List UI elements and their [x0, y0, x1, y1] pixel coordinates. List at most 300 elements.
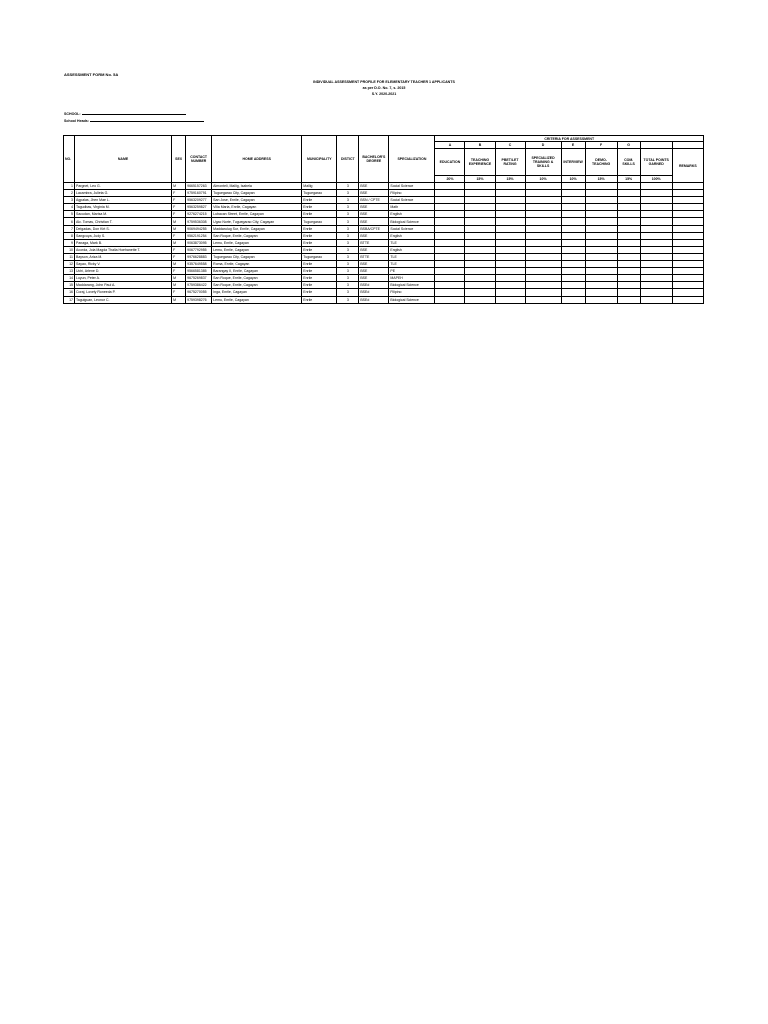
cell-interview[interactable] — [561, 282, 585, 289]
cell-specialization: Biological Science — [389, 296, 435, 303]
cell-education[interactable] — [435, 261, 465, 268]
cell-demo-teaching[interactable] — [585, 253, 617, 260]
cell-specialized-training[interactable] — [525, 289, 561, 296]
cell-pbet-let-rating[interactable] — [495, 183, 525, 190]
cell-demo-teaching[interactable] — [585, 296, 617, 303]
cell-district: 3 — [337, 211, 359, 218]
cell-interview[interactable] — [561, 268, 585, 275]
criteria-weight: 15% — [495, 176, 525, 183]
cell-pbet-let-rating[interactable] — [495, 218, 525, 225]
cell-com-skills[interactable] — [617, 218, 640, 225]
cell-total-points[interactable] — [640, 232, 672, 239]
cell-demo-teaching[interactable] — [585, 218, 617, 225]
cell-demo-teaching[interactable] — [585, 197, 617, 204]
cell-demo-teaching[interactable] — [585, 282, 617, 289]
criteria-label: EDUCATION — [435, 149, 465, 176]
criteria-weight: 15% — [617, 176, 640, 183]
cell-municipality: Mallig — [302, 183, 337, 190]
cell-interview[interactable] — [561, 253, 585, 260]
cell-district: 3 — [337, 253, 359, 260]
cell-sex: M — [172, 282, 186, 289]
cell-com-skills[interactable] — [617, 197, 640, 204]
table-row — [64, 289, 704, 296]
cell-total-points[interactable] — [640, 275, 672, 282]
cell-education[interactable] — [435, 253, 465, 260]
cell-district: 3 — [337, 261, 359, 268]
criteria-label: SPECIALIZED TRAINING & SKILLS — [525, 149, 561, 176]
cell-address: Tuguegarao City, Cagayan — [212, 190, 302, 197]
cell-demo-teaching[interactable] — [585, 204, 617, 211]
cell-municipality: Enrile — [302, 275, 337, 282]
cell-remarks[interactable] — [672, 211, 703, 218]
cell-degree: BSE — [359, 218, 389, 225]
cell-name: Luyun, Peter A. — [75, 275, 172, 282]
cell-sex: F — [172, 268, 186, 275]
cell-interview[interactable] — [561, 232, 585, 239]
cell-address: Barangay II, Enrile, Cagayan — [212, 268, 302, 275]
cell-teaching-experience[interactable] — [465, 232, 495, 239]
cell-address: Roma, Enrile, Cagayan — [212, 261, 302, 268]
cell-pbet-let-rating[interactable] — [495, 289, 525, 296]
cell-specialization: English — [389, 232, 435, 239]
cell-address: Maddarulug Sur, Enrile, Cagayan — [212, 225, 302, 232]
cell-specialization: TLE — [389, 253, 435, 260]
criteria-letter: D — [525, 142, 561, 149]
cell-pbet-let-rating[interactable] — [495, 211, 525, 218]
cell-com-skills[interactable] — [617, 225, 640, 232]
cell-teaching-experience[interactable] — [465, 239, 495, 246]
cell-remarks[interactable] — [672, 261, 703, 268]
cell-sex: F — [172, 204, 186, 211]
cell-contact: 9563209277 — [186, 197, 212, 204]
cell-district: 3 — [337, 289, 359, 296]
document-reference: as per D.O. No. 7, s. 2015 — [362, 86, 406, 91]
cell-name: Uchi, Arlene D. — [75, 268, 172, 275]
column-sex: SEX — [172, 136, 186, 183]
cell-municipality: Enrile — [302, 261, 337, 268]
cell-degree: BSE — [359, 268, 389, 275]
cell-municipality: Enrile — [302, 232, 337, 239]
cell-teaching-experience[interactable] — [465, 218, 495, 225]
cell-address: Lemu, Enrile, Cagayan — [212, 296, 302, 303]
cell-contact: 9566581385 — [186, 268, 212, 275]
cell-no: 16 — [64, 289, 75, 296]
cell-interview[interactable] — [561, 239, 585, 246]
column-municipality: MUNICIPALITY — [302, 136, 337, 183]
table-row — [64, 211, 704, 218]
cell-contact: 9759160791 — [186, 190, 212, 197]
cell-remarks[interactable] — [672, 232, 703, 239]
cell-specialized-training[interactable] — [525, 225, 561, 232]
cell-district: 3 — [337, 190, 359, 197]
cell-municipality: Tuguegarao — [302, 190, 337, 197]
cell-teaching-experience[interactable] — [465, 261, 495, 268]
cell-no: 8 — [64, 232, 75, 239]
cell-education[interactable] — [435, 190, 465, 197]
cell-interview[interactable] — [561, 289, 585, 296]
cell-teaching-experience[interactable] — [465, 268, 495, 275]
cell-no: 4 — [64, 204, 75, 211]
cell-specialization: TLE — [389, 261, 435, 268]
cell-demo-teaching[interactable] — [585, 246, 617, 253]
cell-name: Sangcuya, Judy S. — [75, 232, 172, 239]
cell-remarks[interactable] — [672, 197, 703, 204]
cell-com-skills[interactable] — [617, 204, 640, 211]
cell-specialized-training[interactable] — [525, 275, 561, 282]
cell-district: 3 — [337, 218, 359, 225]
cell-interview[interactable] — [561, 190, 585, 197]
cell-interview[interactable] — [561, 296, 585, 303]
cell-com-skills[interactable] — [617, 282, 640, 289]
cell-teaching-experience[interactable] — [465, 211, 495, 218]
cell-specialized-training[interactable] — [525, 246, 561, 253]
criteria-letter: E — [561, 142, 585, 149]
cell-specialization: MAPEH — [389, 275, 435, 282]
cell-pbet-let-rating[interactable] — [495, 268, 525, 275]
cell-address: Lemu, Enrile, Cagayan — [212, 239, 302, 246]
cell-interview[interactable] — [561, 218, 585, 225]
cell-municipality: Enrile — [302, 296, 337, 303]
cell-education[interactable] — [435, 239, 465, 246]
cell-name: Bayson, Ariza M. — [75, 253, 172, 260]
cell-specialized-training[interactable] — [525, 218, 561, 225]
cell-contact: 9063873095 — [186, 239, 212, 246]
cell-contact: 9675270055 — [186, 289, 212, 296]
cell-remarks[interactable] — [672, 275, 703, 282]
cell-com-skills[interactable] — [617, 296, 640, 303]
cell-education[interactable] — [435, 296, 465, 303]
cell-degree: BSE — [359, 211, 389, 218]
cell-contact: 9759386422 — [186, 282, 212, 289]
cell-remarks[interactable] — [672, 225, 703, 232]
cell-no: 11 — [64, 253, 75, 260]
cell-degree: BSE — [359, 275, 389, 282]
cell-com-skills[interactable] — [617, 246, 640, 253]
cell-com-skills[interactable] — [617, 253, 640, 260]
cell-municipality: Enrile — [302, 197, 337, 204]
cell-district: 3 — [337, 183, 359, 190]
cell-com-skills[interactable] — [617, 239, 640, 246]
cell-municipality: Enrile — [302, 268, 337, 275]
cell-municipality: Enrile — [302, 225, 337, 232]
cell-specialization: Social Science — [389, 225, 435, 232]
cell-teaching-experience[interactable] — [465, 183, 495, 190]
criteria-label: PBET/LET RATING — [495, 149, 525, 176]
cell-interview[interactable] — [561, 183, 585, 190]
cell-name: Acorda, Joia Magda Thalia Hoehanette T. — [75, 246, 172, 253]
cell-municipality: Enrile — [302, 239, 337, 246]
cell-specialized-training[interactable] — [525, 197, 561, 204]
cell-com-skills[interactable] — [617, 190, 640, 197]
cell-sex: F — [172, 190, 186, 197]
cell-remarks[interactable] — [672, 268, 703, 275]
cell-education[interactable] — [435, 232, 465, 239]
column-address: HOME ADDRESS — [212, 136, 302, 183]
criteria-letter: A — [435, 142, 465, 149]
cell-district: 3 — [337, 268, 359, 275]
cell-specialization: Filipino — [389, 289, 435, 296]
cell-contact: 9759398276 — [186, 296, 212, 303]
cell-teaching-experience[interactable] — [465, 225, 495, 232]
cell-district: 3 — [337, 197, 359, 204]
cell-total-points[interactable] — [640, 204, 672, 211]
cell-demo-teaching[interactable] — [585, 289, 617, 296]
cell-pbet-let-rating[interactable] — [495, 239, 525, 246]
cell-contact: 9665157263 — [186, 183, 212, 190]
cell-degree: BSE — [359, 204, 389, 211]
criteria-weight: 10% — [525, 176, 561, 183]
cell-total-points[interactable] — [640, 239, 672, 246]
cell-com-skills[interactable] — [617, 232, 640, 239]
cell-demo-teaching[interactable] — [585, 275, 617, 282]
table-row — [64, 232, 704, 239]
cell-contact: 9562191254 — [186, 232, 212, 239]
cell-no: 3 — [64, 197, 75, 204]
cell-contact: 9276274215 — [186, 211, 212, 218]
cell-specialization: TLE — [389, 239, 435, 246]
criteria-letter: B — [465, 142, 495, 149]
cell-sex: F — [172, 246, 186, 253]
cell-specialization: English — [389, 211, 435, 218]
cell-name: Tagudbas, Virginia M. — [75, 204, 172, 211]
table-row — [64, 183, 704, 190]
cell-no: 6 — [64, 218, 75, 225]
cell-contact: 9675269837 — [186, 275, 212, 282]
table-row — [64, 218, 704, 225]
cell-interview[interactable] — [561, 211, 585, 218]
cell-total-points[interactable] — [640, 183, 672, 190]
cell-remarks[interactable] — [672, 183, 703, 190]
cell-total-points[interactable] — [640, 268, 672, 275]
cell-teaching-experience[interactable] — [465, 190, 495, 197]
cell-remarks[interactable] — [672, 253, 703, 260]
table-row — [64, 239, 704, 246]
cell-pbet-let-rating[interactable] — [495, 296, 525, 303]
cell-demo-teaching[interactable] — [585, 239, 617, 246]
cell-remarks[interactable] — [672, 204, 703, 211]
cell-district: 3 — [337, 275, 359, 282]
school-blank-line[interactable] — [82, 111, 186, 115]
cell-remarks[interactable] — [672, 296, 703, 303]
table-row — [64, 275, 704, 282]
cell-demo-teaching[interactable] — [585, 225, 617, 232]
cell-specialized-training[interactable] — [525, 183, 561, 190]
cell-address: San Roque, Enrile, Cagayan — [212, 275, 302, 282]
cell-com-skills[interactable] — [617, 289, 640, 296]
cell-total-points[interactable] — [640, 282, 672, 289]
cell-education[interactable] — [435, 204, 465, 211]
cell-specialized-training[interactable] — [525, 296, 561, 303]
cell-demo-teaching[interactable] — [585, 232, 617, 239]
cell-education[interactable] — [435, 197, 465, 204]
cell-address: Villa Maria, Enrile, Cagayan — [212, 204, 302, 211]
cell-specialized-training[interactable] — [525, 239, 561, 246]
cell-total-points[interactable] — [640, 197, 672, 204]
cell-pbet-let-rating[interactable] — [495, 253, 525, 260]
table-row — [64, 246, 704, 253]
cell-name: Pargnet, Leo G. — [75, 183, 172, 190]
cell-interview[interactable] — [561, 204, 585, 211]
cell-com-skills[interactable] — [617, 268, 640, 275]
table-row — [64, 268, 704, 275]
cell-name: Delgadas, Don Kirt S. — [75, 225, 172, 232]
title-block — [0, 79, 768, 98]
cell-education[interactable] — [435, 246, 465, 253]
cell-district: 3 — [337, 204, 359, 211]
cell-pbet-let-rating[interactable] — [495, 197, 525, 204]
criteria-letter: C — [495, 142, 525, 149]
cell-name: Taguiguan, Leonor C. — [75, 296, 172, 303]
column-specialization: SPECIALIZATION — [389, 136, 435, 183]
cell-sex: F — [172, 197, 186, 204]
cell-com-skills[interactable] — [617, 275, 640, 282]
cell-teaching-experience[interactable] — [465, 275, 495, 282]
cell-specialization: Biological Science — [389, 282, 435, 289]
criteria-letter: F — [585, 142, 617, 149]
cell-remarks[interactable] — [672, 246, 703, 253]
cell-education[interactable] — [435, 289, 465, 296]
cell-degree: BSE — [359, 190, 389, 197]
table-row — [64, 296, 704, 303]
cell-address: Almonteli, Mallig, Isabela — [212, 183, 302, 190]
cell-no: 9 — [64, 239, 75, 246]
cell-no: 17 — [64, 296, 75, 303]
cell-interview[interactable] — [561, 246, 585, 253]
cell-pbet-let-rating[interactable] — [495, 232, 525, 239]
table-row — [64, 253, 704, 260]
cell-sex: F — [172, 289, 186, 296]
cell-no: 13 — [64, 268, 75, 275]
cell-teaching-experience[interactable] — [465, 253, 495, 260]
cell-demo-teaching[interactable] — [585, 211, 617, 218]
cell-remarks[interactable] — [672, 289, 703, 296]
cell-specialization: Social Science — [389, 197, 435, 204]
cell-no: 5 — [64, 211, 75, 218]
cell-sex: M — [172, 239, 186, 246]
table-row — [64, 197, 704, 204]
cell-degree: BTTE — [359, 239, 389, 246]
cell-municipality: Enrile — [302, 204, 337, 211]
cell-degree: BSEd — [359, 282, 389, 289]
cell-interview[interactable] — [561, 275, 585, 282]
cell-address: San Jose, Enrile, Cagayan — [212, 197, 302, 204]
cell-address: Ugac Norte, Tuguegarao City, Cagayan — [212, 218, 302, 225]
cell-district: 3 — [337, 246, 359, 253]
cell-contact: 9563259827 — [186, 204, 212, 211]
cell-com-skills[interactable] — [617, 183, 640, 190]
cell-specialized-training[interactable] — [525, 204, 561, 211]
column-degree: BACHELOR'S DEGREE — [359, 136, 389, 183]
cell-degree: BSE — [359, 232, 389, 239]
assessment-table — [63, 135, 704, 304]
cell-education[interactable] — [435, 183, 465, 190]
cell-specialized-training[interactable] — [525, 211, 561, 218]
cell-pbet-let-rating[interactable] — [495, 190, 525, 197]
cell-name: Alc. Tomas, Christian T. — [75, 218, 172, 225]
cell-education[interactable] — [435, 218, 465, 225]
cell-name: Lacambra, Julieta G. — [75, 190, 172, 197]
cell-address: San Roque, Enrile, Cagayan — [212, 282, 302, 289]
cell-municipality: Enrile — [302, 246, 337, 253]
cell-pbet-let-rating[interactable] — [495, 225, 525, 232]
cell-degree: BSEd — [359, 289, 389, 296]
cell-total-points[interactable] — [640, 190, 672, 197]
cell-education[interactable] — [435, 268, 465, 275]
cell-contact: 9067792955 — [186, 246, 212, 253]
cell-pbet-let-rating[interactable] — [495, 282, 525, 289]
cell-demo-teaching[interactable] — [585, 268, 617, 275]
cell-no: 7 — [64, 225, 75, 232]
cell-total-points[interactable] — [640, 289, 672, 296]
cell-education[interactable] — [435, 211, 465, 218]
cell-education[interactable] — [435, 282, 465, 289]
cell-degree: BTTE — [359, 253, 389, 260]
cell-contact: 9759536308 — [186, 218, 212, 225]
cell-remarks[interactable] — [672, 282, 703, 289]
cell-specialized-training[interactable] — [525, 190, 561, 197]
cell-teaching-experience[interactable] — [465, 197, 495, 204]
cell-specialized-training[interactable] — [525, 232, 561, 239]
cell-com-skills[interactable] — [617, 211, 640, 218]
cell-sex: F — [172, 253, 186, 260]
cell-pbet-let-rating[interactable] — [495, 275, 525, 282]
table-row — [64, 190, 704, 197]
cell-specialized-training[interactable] — [525, 268, 561, 275]
cell-teaching-experience[interactable] — [465, 296, 495, 303]
cell-teaching-experience[interactable] — [465, 282, 495, 289]
cell-specialized-training[interactable] — [525, 261, 561, 268]
cell-remarks[interactable] — [672, 190, 703, 197]
cell-total-points[interactable] — [640, 246, 672, 253]
cell-total-points[interactable] — [640, 296, 672, 303]
cell-remarks[interactable] — [672, 239, 703, 246]
cell-municipality: Enrile — [302, 289, 337, 296]
cell-interview[interactable] — [561, 225, 585, 232]
cell-specialized-training[interactable] — [525, 253, 561, 260]
cell-teaching-experience[interactable] — [465, 204, 495, 211]
criteria-label: COM. SKILLS — [617, 149, 640, 176]
cell-district: 3 — [337, 296, 359, 303]
cell-pbet-let-rating[interactable] — [495, 204, 525, 211]
cell-total-points[interactable] — [640, 211, 672, 218]
cell-total-points[interactable] — [640, 218, 672, 225]
cell-teaching-experience[interactable] — [465, 289, 495, 296]
cell-teaching-experience[interactable] — [465, 246, 495, 253]
cell-remarks[interactable] — [672, 218, 703, 225]
cell-total-points[interactable] — [640, 253, 672, 260]
cell-demo-teaching[interactable] — [585, 261, 617, 268]
cell-interview[interactable] — [561, 261, 585, 268]
remarks-header-spacer — [672, 142, 703, 149]
school-fields — [64, 111, 204, 125]
cell-com-skills[interactable] — [617, 261, 640, 268]
school-year: S.Y. 2020-2021 — [371, 92, 397, 97]
cell-demo-teaching[interactable] — [585, 183, 617, 190]
cell-demo-teaching[interactable] — [585, 190, 617, 197]
cell-pbet-let-rating[interactable] — [495, 246, 525, 253]
cell-interview[interactable] — [561, 197, 585, 204]
cell-address: San Roque, Enrile, Cagayan — [212, 232, 302, 239]
cell-municipality: Enrile — [302, 211, 337, 218]
cell-total-points[interactable] — [640, 261, 672, 268]
cell-education[interactable] — [435, 225, 465, 232]
school-heads-blank-line[interactable] — [90, 118, 204, 122]
cell-specialized-training[interactable] — [525, 282, 561, 289]
cell-total-points[interactable] — [640, 225, 672, 232]
cell-education[interactable] — [435, 275, 465, 282]
column-district: DISTICT — [337, 136, 359, 183]
cell-pbet-let-rating[interactable] — [495, 261, 525, 268]
